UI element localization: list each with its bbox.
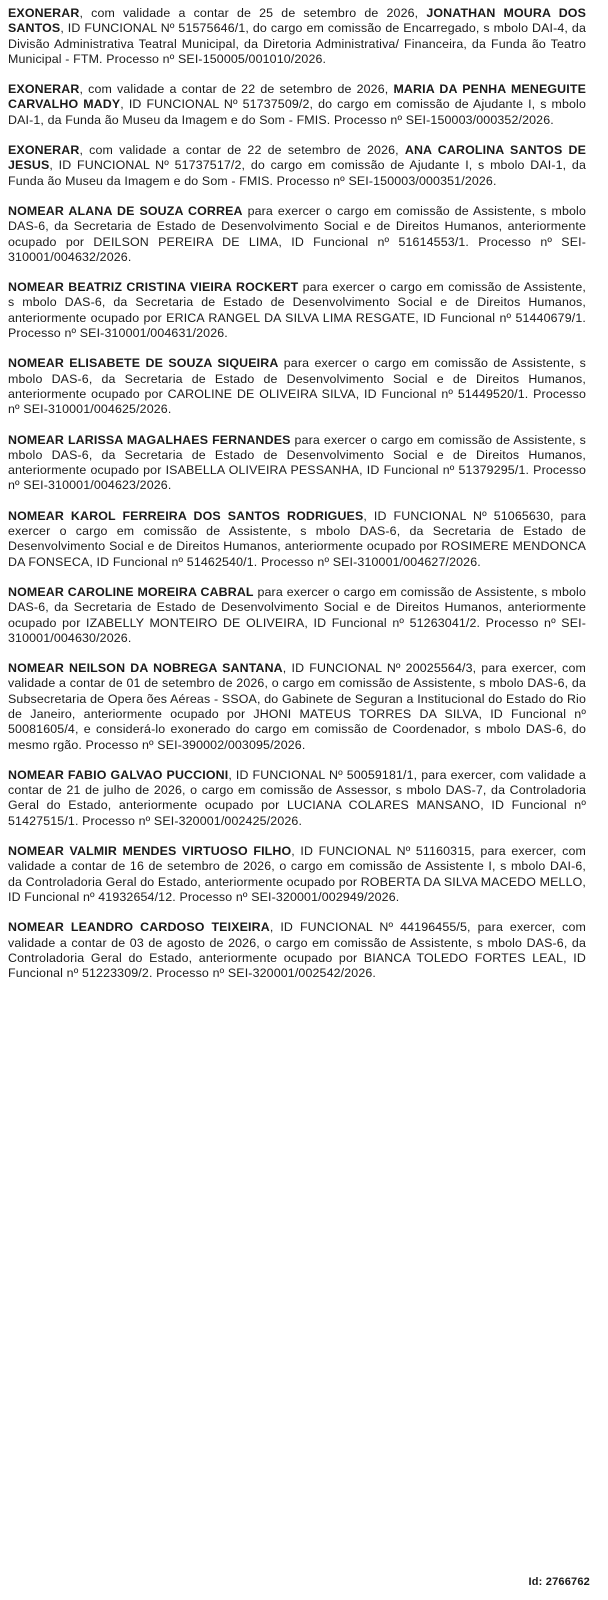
act-lead: NOMEAR FABIO GALVAO PUCCIONI [8, 767, 229, 782]
act-paragraph [8, 82, 586, 128]
act-lead: NOMEAR LEANDRO CARDOSO TEIXEIRA [8, 920, 270, 935]
act-lead: NOMEAR ALANA DE SOUZA CORREA [8, 203, 243, 218]
act-rest: , ID FUNCIONAL Nº 51737509/2, do cargo em comissão de Ajudante I, s mbolo DAI-1, da Funda ão Museu da Imagem e do Som - FMIS. Processo nº SEI-150003/000352/2026. [8, 97, 586, 127]
act-paragraph [8, 920, 586, 981]
act-paragraph [8, 585, 586, 646]
act-lead: EXONERAR [8, 6, 80, 20]
act-rest: para exercer o cargo em comissão de Assistente, s mbolo DAS-6, da Secretaria de Estado de Desenvolvimento Social e de Direitos Humanos, anteriormente ocupado por CAROLINE DE OLIVEIRA SILVA, ID Funcional nº 51449520/1. Processo nº SEI-310001/004625/2026. [8, 356, 586, 417]
act-lead: NOMEAR CAROLINE MOREIRA CABRAL [8, 584, 254, 599]
act-paragraph [8, 356, 586, 417]
act-paragraph [8, 280, 586, 341]
act-lead: NOMEAR LARISSA MAGALHAES FERNANDES [8, 432, 291, 447]
act-text: , com validade a contar de 22 de setembro de 2026, [79, 82, 394, 97]
act-lead: NOMEAR KAROL FERREIRA DOS SANTOS RODRIGUES [8, 508, 364, 523]
document-page [8, 6, 586, 981]
act-person-name: ANA CAROLINA SANTOS DE JESUS [8, 143, 586, 173]
document-id-label: Id: 2766762 [528, 1576, 590, 1588]
act-lead: NOMEAR NEILSON DA NOBREGA SANTANA [8, 661, 283, 676]
act-rest: para exercer o cargo em comissão de Assistente, s mbolo DAS-6, da Secretaria de Estado de Desenvolvimento Social e de Direitos Humanos, anteriormente ocupado por DEILSON PEREIRA DE LIMA, ID Funcional nº 51614553/1. Processo nº SEI-310001/004632/2026. [8, 203, 586, 264]
act-rest: , ID FUNCIONAL Nº 44196455/5, para exercer, com validade a contar de 03 de agosto de 2026, o cargo em comissão de Assistente, s mbolo DAS-6, da Controladoria Geral do Estado, anteriormente ocupado por BIANCA TOLEDO FORTES LEAL, ID Funcional nº 51223309/2. Processo nº SEI-320001/002542/2026. [8, 920, 586, 981]
act-lead: NOMEAR VALMIR MENDES VIRTUOSO FILHO [8, 844, 292, 859]
act-paragraph [8, 509, 586, 570]
act-text: , com validade a contar de 22 de setembro de 2026, [79, 143, 405, 158]
act-rest: , ID FUNCIONAL Nº 51737517/2, do cargo em comissão de Ajudante I, s mbolo DAI-1, da Funda ão Museu da Imagem e do Som - FMIS. Processo nº SEI-150003/000351/2026. [8, 158, 586, 188]
act-rest: , ID FUNCIONAL Nº 51065630, para exercer o cargo em comissão de Assistente, s mbolo DAS-6, da Secretaria de Estado de Desenvolvimento Social e de Direitos Humanos, anteriormente ocupado por ROSIMERE MENDONCA DA FONSECA, ID Funcional nº 51462540/1. Processo nº SEI-310001/004627/2026. [8, 508, 586, 569]
act-rest: , ID FUNCIONAL Nº 51160315, para exercer, com validade a contar de 16 de setembro de 2026, o cargo em comissão de Assistente I, s mbolo DAI-6, da Controladoria Geral do Estado, anteriormente ocupado por ROBERTA DA SILVA MACEDO MELLO, ID Funcional nº 41932654/12. Processo nº SEI-320001/002949/2026. [8, 844, 587, 904]
act-person-name: MARIA DA PENHA MENEGUITE CARVALHO MADY [8, 82, 587, 112]
act-paragraph [8, 6, 586, 67]
act-rest: para exercer o cargo em comissão de Assistente, s mbolo DAS-6, da Secretaria de Estado de Desenvolvimento Social e de Direitos Humanos, anteriormente ocupado por IZABELLY MONTEIRO DE OLIVEIRA, ID Funcional nº 51263041/2. Processo nº SEI-310001/004630/2026. [8, 584, 586, 645]
act-paragraph [8, 204, 586, 265]
act-rest: para exercer o cargo em comissão de Assistente, s mbolo DAS-6, da Secretaria de Estado de Desenvolvimento Social e de Direitos Humanos, anteriormente ocupado por ERICA RANGEL DA SILVA LIMA RESGATE, ID Funcional nº 51440679/1. Processo nº SEI-310001/004631/2026. [8, 280, 586, 341]
act-lead: NOMEAR ELISABETE DE SOUZA SIQUEIRA [8, 356, 279, 371]
act-lead: EXONERAR [8, 82, 80, 97]
act-person-name: JONATHAN MOURA DOS SANTOS [8, 6, 586, 36]
act-paragraph [8, 768, 586, 829]
act-paragraph [8, 844, 586, 905]
act-rest: , ID FUNCIONAL Nº 20025564/3, para exercer, com validade a contar de 01 de setembro de 2026, o cargo em comissão de Assistente, s mbolo DAS-6, da Subsecretaria de Opera ões Aéreas - SSOA, do Gabinete de Seguran a Institucional do Estado do Rio de Janeiro, anteriormente ocupado por JHONI MATEUS TORRES DA SILVA, ID Funcional nº 50081605/4, e considerá-lo exonerado do cargo em comissão de Coordenador, s mbolo DAS-6, do mesmo rgão. Processo nº SEI-390002/003095/2026. [8, 661, 587, 752]
act-paragraph [8, 143, 586, 189]
act-lead: EXONERAR [8, 143, 80, 158]
act-rest: para exercer o cargo em comissão de Assistente, s mbolo DAS-6, da Secretaria de Estado de Desenvolvimento Social e de Direitos Humanos, anteriormente ocupado por ISABELLA OLIVEIRA PESSANHA, ID Funcional nº 51379295/1. Processo nº SEI-310001/004623/2026. [8, 432, 586, 493]
act-paragraph [8, 661, 586, 753]
act-rest: , ID FUNCIONAL Nº 51575646/1, do cargo em comissão de Encarregado, s mbolo DAI-4, da Divisão Administrativa Teatral Municipal, da Diretoria Administrativa/ Financeira, da Funda ão Teatro Municipal - FTM. Processo nº SEI-150005/001010/2026. [8, 21, 586, 66]
act-paragraph [8, 433, 586, 494]
act-text: , com validade a contar de 25 de setembro de 2026, [79, 6, 427, 20]
act-lead: NOMEAR BEATRIZ CRISTINA VIEIRA ROCKERT [8, 280, 299, 295]
act-rest: , ID FUNCIONAL Nº 50059181/1, para exercer, com validade a contar de 21 de julho de 2026, o cargo em comissão de Assessor, s mbolo DAS-7, da Controladoria Geral do Estado, anteriormente ocupado por LUCIANA COLARES MANSANO, ID Funcional nº 51427515/1. Processo nº SEI-320001/002425/2026. [8, 767, 586, 828]
